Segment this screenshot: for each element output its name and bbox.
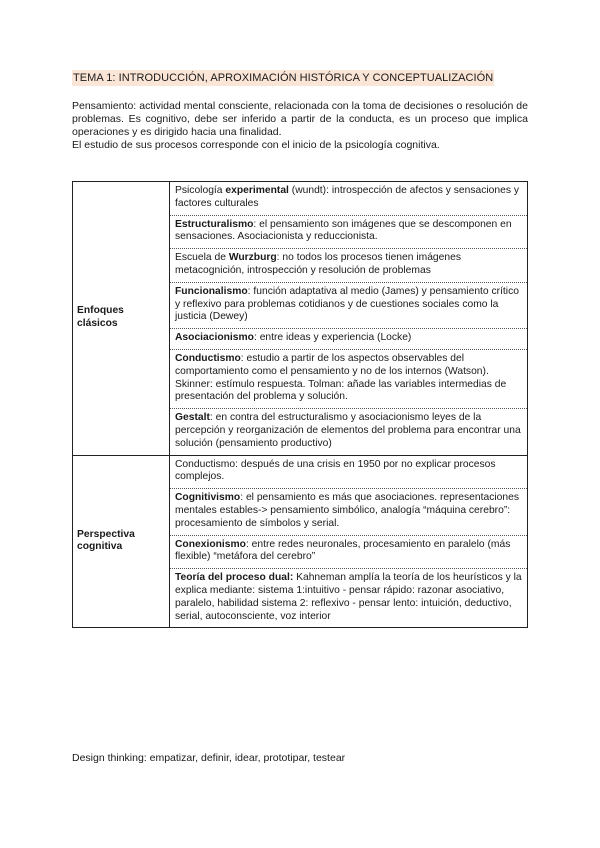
entry-description: : función adaptativa al medio (James) y pensamiento crítico y reflexivo para problemas cotidianos y de cuestiones sociales como la justicia (Dewey) bbox=[175, 285, 519, 323]
entry-term: Gestalt bbox=[175, 412, 210, 424]
entry-description: (wundt): introspección de afectos y sensaciones y factores culturales bbox=[175, 185, 519, 209]
group-label: Enfoques clásicos bbox=[73, 182, 170, 456]
concept-entry bbox=[170, 488, 527, 534]
concept-entry bbox=[170, 215, 527, 249]
document-title: TEMA 1: INTRODUCCIÓN, APROXIMACIÓN HISTÓRICA Y CONCEPTUALIZACIÓN bbox=[73, 72, 494, 84]
group-items bbox=[170, 182, 528, 456]
concept-entry bbox=[170, 535, 527, 569]
concept-entry bbox=[170, 408, 527, 454]
concept-entry bbox=[170, 568, 527, 627]
entry-term: Asociacionismo bbox=[175, 332, 254, 344]
entry-term: Conductismo bbox=[175, 352, 241, 364]
concept-entry bbox=[170, 456, 527, 489]
document-page bbox=[72, 68, 528, 628]
entry-description: : el pensamiento es más que asociaciones. representaciones mentales estables-> pensamiento simbólico, analogía “máquina cerebro”: procesamiento de símbolos y serial. bbox=[175, 492, 519, 529]
entry-description: : el pensamiento son imágenes que se descomponen en sensaciones. Asociacionista y reduccionista. bbox=[175, 218, 512, 243]
entry-description: : entre redes neuronales, procesamiento en paralelo (más flexible) “metáfora del cerebro” bbox=[175, 538, 511, 563]
entry-term: Estructuralismo bbox=[175, 218, 254, 230]
concepts-table bbox=[72, 181, 528, 628]
concept-entry bbox=[170, 349, 527, 408]
footer-note: Design thinking: empatizar, definir, idear, prototipar, testear bbox=[72, 752, 346, 764]
definition-paragraph: Pensamiento: actividad mental consciente, relacionada con la toma de decisiones o resolución de problemas. Es cognitivo, debe ser inferido a partir de la conducta, es un proceso que implica operaciones y es dirigido hacia una finalidad. bbox=[72, 100, 528, 138]
entry-text: Conductismo: después de una crisis en 1950 por no explicar procesos complejos. bbox=[175, 458, 496, 483]
entry-text: Psicología bbox=[175, 185, 226, 196]
intro-section bbox=[72, 100, 528, 152]
entry-description: Kahneman amplía la teoría de los heurísticos y la explica mediante: sistema 1:intuitivo - pensar rápido: razonar asociativo, paralelo, habilidad sistema 2: reflexivo - pensar lento: intuición, deductivo, serial, autoconsciente, voz interior bbox=[175, 572, 522, 622]
concept-entry bbox=[170, 328, 527, 349]
entry-term: Teoría del proceso dual: bbox=[175, 572, 294, 584]
entry-text: Escuela de bbox=[175, 252, 229, 264]
group-items bbox=[170, 455, 528, 628]
entry-term: Wurzburg bbox=[228, 252, 277, 264]
entry-term: Cognitivismo bbox=[175, 492, 241, 504]
entry-term: Funcionalismo bbox=[175, 285, 248, 297]
table-row bbox=[73, 455, 528, 628]
study-paragraph: El estudio de sus procesos corresponde con el inicio de la psicología cognitiva. bbox=[72, 139, 440, 151]
entry-term: experimental bbox=[225, 185, 289, 196]
entry-term: Conexionismo bbox=[175, 538, 246, 550]
table-row bbox=[73, 182, 528, 456]
entry-description: : entre ideas y experiencia (Locke) bbox=[253, 332, 412, 344]
entry-description: : no todos los procesos tienen imágenes metacognición, introspección y resolución de problemas bbox=[175, 252, 461, 276]
entry-description: : estudio a partir de los aspectos observables del comportamiento como el pensamiento y no de los internos (Watson). Skinner: estímulo respuesta. Tolman: añade las variables intermedias de presentación del problema y solución. bbox=[175, 352, 507, 403]
concept-entry bbox=[170, 182, 527, 215]
concept-entry bbox=[170, 248, 527, 282]
concept-entry bbox=[170, 282, 527, 328]
entry-description: : en contra del estructuralismo y asociacionismo leyes de la percepción y reorganización de elementos del problema para encontrar una solución (pensamiento productivo) bbox=[175, 412, 521, 449]
group-label: Perspectiva cognitiva bbox=[73, 455, 170, 628]
